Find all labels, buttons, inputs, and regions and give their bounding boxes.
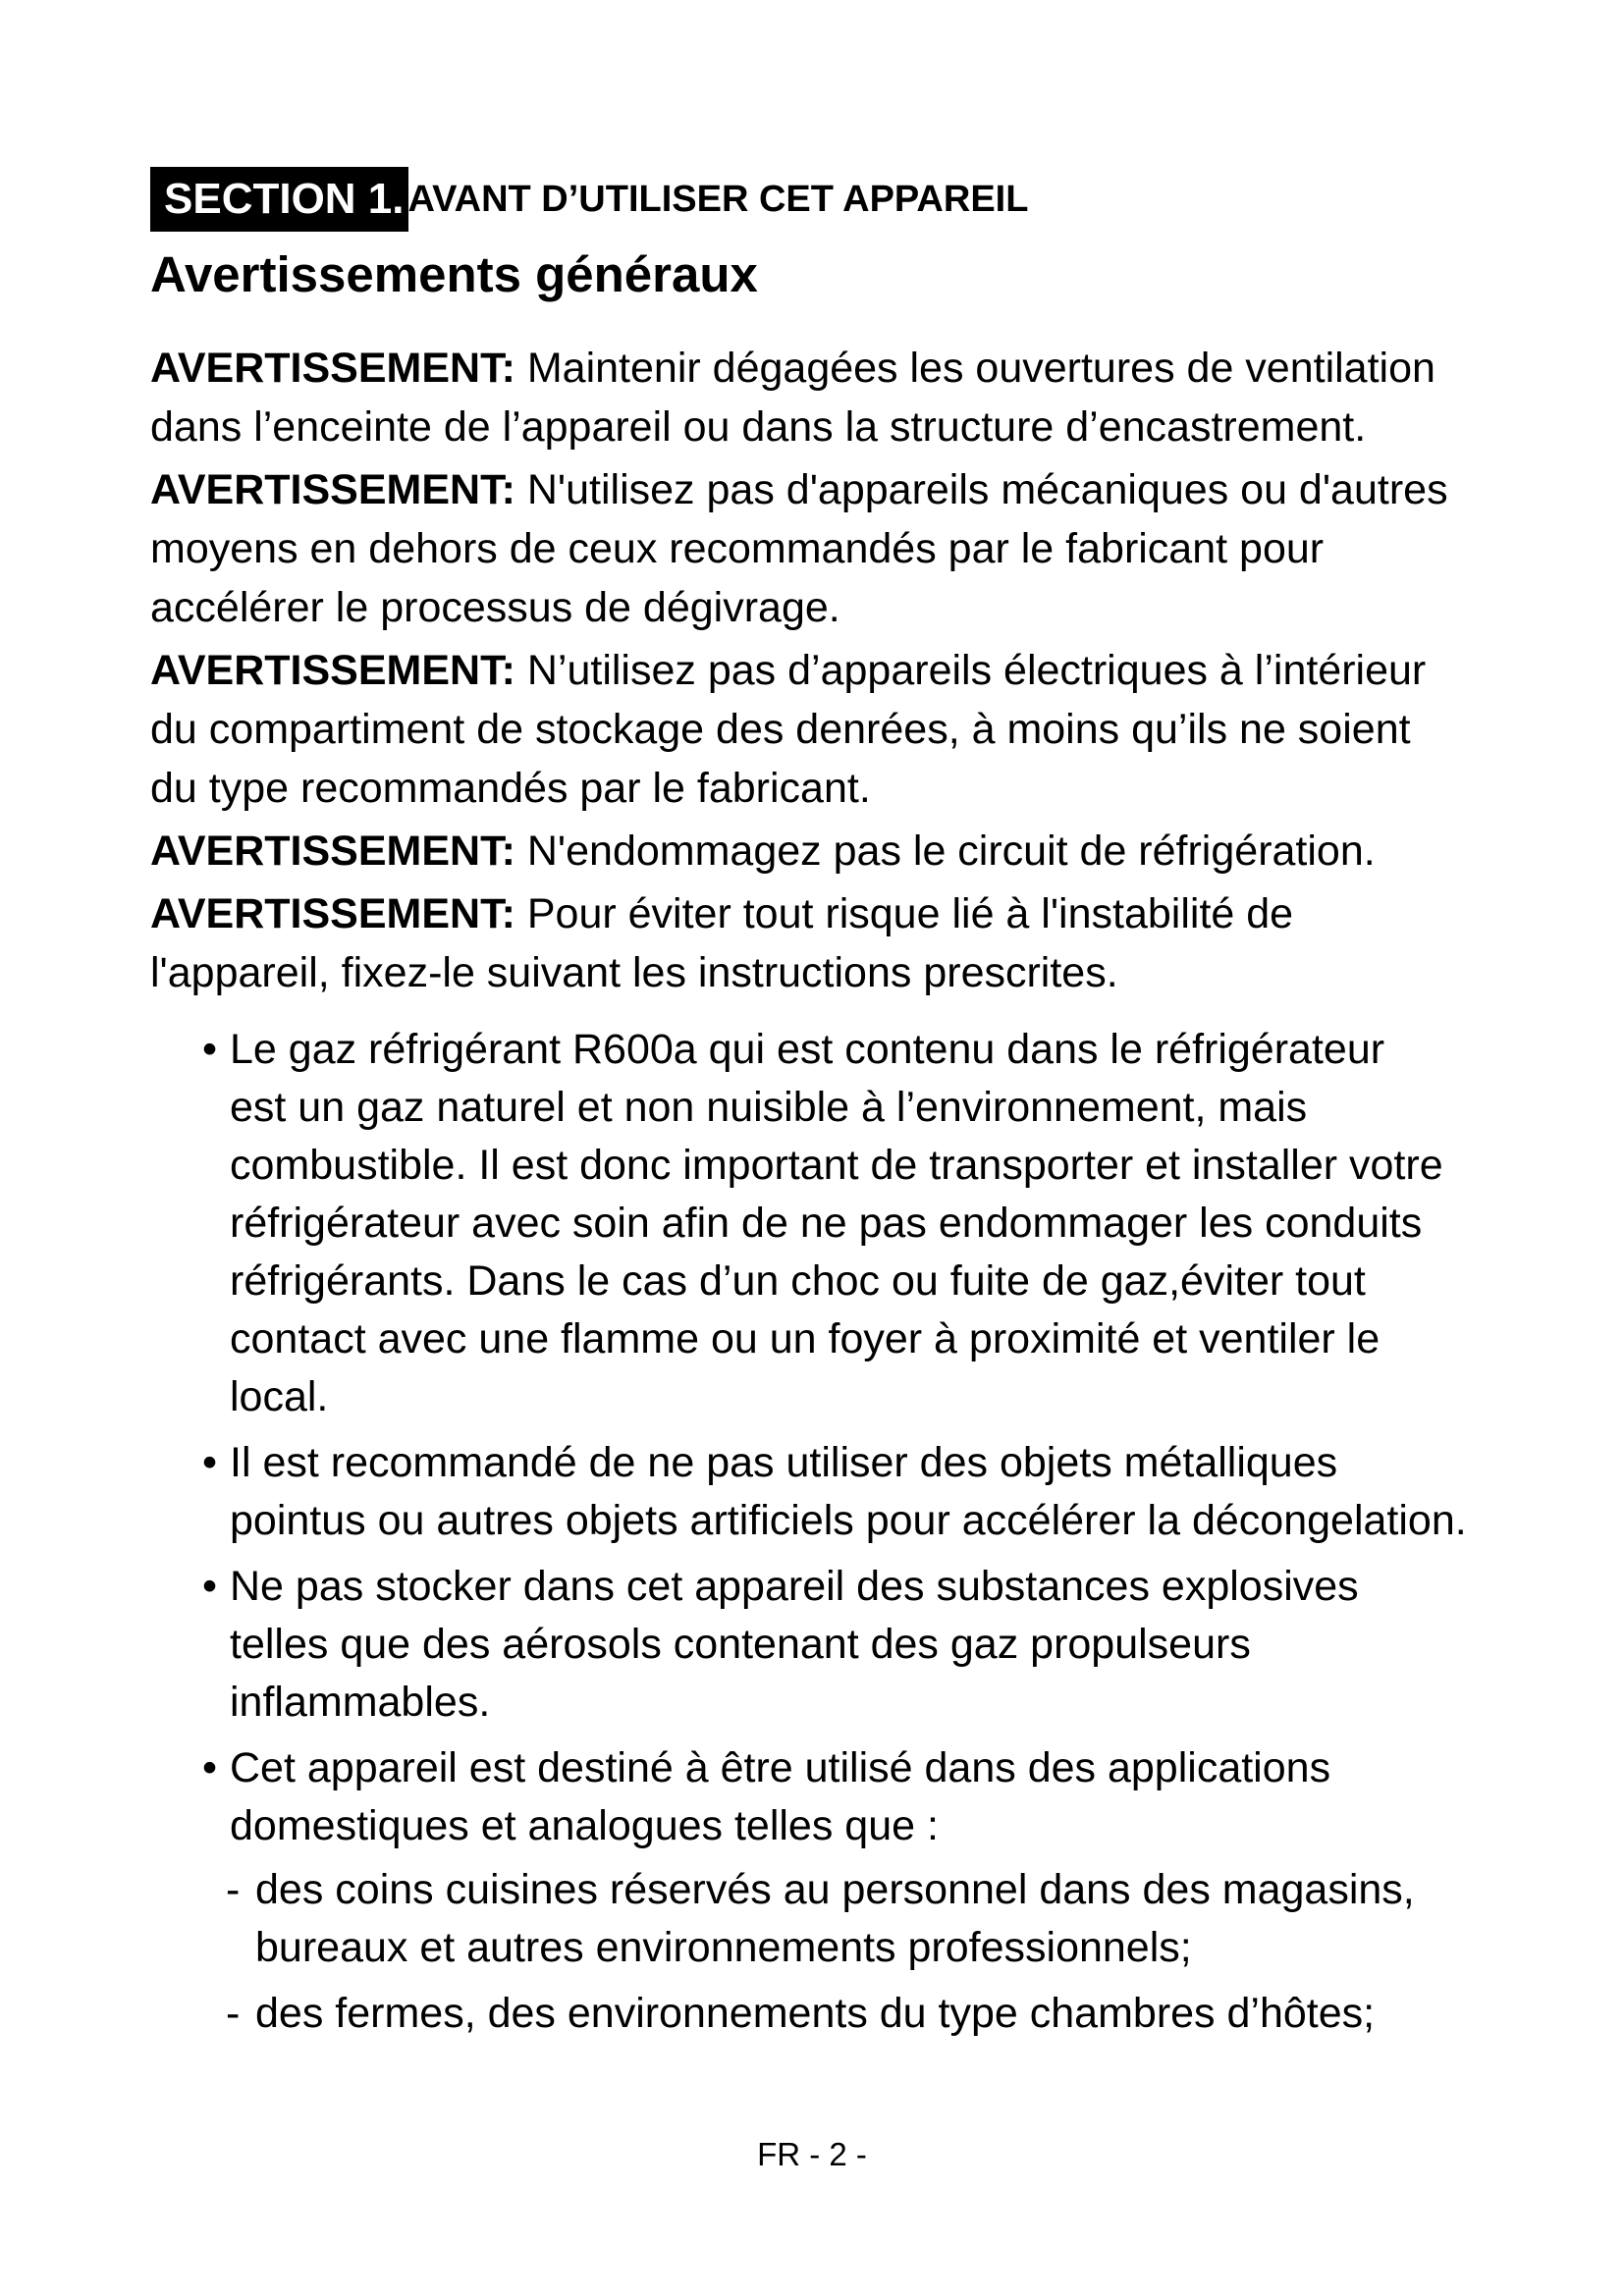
bullet-line: telles que des aérosols contenant des gaz propulseurs xyxy=(230,1621,1251,1668)
page-title: Avertissements généraux xyxy=(150,246,758,302)
warning-label: AVERTISSEMENT: xyxy=(150,466,515,513)
section-title: AVANT D’UTILISER CET APPAREIL xyxy=(407,179,1029,220)
warning-text: N'utilisez pas d'appareils mécaniques ou d'autres xyxy=(526,466,1448,513)
dash-item xyxy=(226,1985,1610,2043)
bullet-line: combustible. Il est donc important de transporter et installer votre xyxy=(230,1142,1443,1189)
warning-item xyxy=(150,641,1603,818)
dash-icon: - xyxy=(226,1866,241,1913)
bullet-line: pointus ou autres objets artificiels pour accélérer la décongelation. xyxy=(230,1497,1467,1544)
warning-text: N’utilisez pas d’appareils électriques à l’intérieur xyxy=(526,647,1427,694)
dash-line: des fermes, des environnements du type chambres d’hôtes; xyxy=(255,1990,1376,2037)
dash-line: bureaux et autres environnements professionnels; xyxy=(255,1924,1192,1971)
bullet-item xyxy=(202,1558,1616,1732)
warning-line: du compartiment de stockage des denrées, à moins qu’ils ne soient xyxy=(150,706,1411,753)
bullet-list xyxy=(202,1021,1616,1863)
warning-line xyxy=(150,884,1603,943)
warnings-list xyxy=(150,339,1603,1006)
bullet-item xyxy=(202,1021,1616,1426)
bullet-icon: • xyxy=(202,1026,218,1073)
warning-line: dans l’enceinte de l’appareil ou dans la structure d’encastrement. xyxy=(150,403,1367,451)
dash-line: des coins cuisines réservés au personnel dans des magasins, xyxy=(255,1866,1415,1913)
warning-line xyxy=(150,339,1603,398)
warning-line xyxy=(150,460,1603,519)
warning-label: AVERTISSEMENT: xyxy=(150,647,515,694)
warning-line: du type recommandés par le fabricant. xyxy=(150,765,871,812)
bullet-item xyxy=(202,1739,1616,1855)
bullet-line: inflammables. xyxy=(230,1679,491,1726)
bullet-line: local. xyxy=(230,1373,329,1420)
warning-line: accélérer le processus de dégivrage. xyxy=(150,584,840,631)
bullet-line: réfrigérants. Dans le cas d’un choc ou fuite de gaz,éviter tout xyxy=(230,1257,1366,1305)
warning-line: moyens en dehors de ceux recommandés par le fabricant pour xyxy=(150,525,1325,572)
bullet-line: domestiques et analogues telles que : xyxy=(230,1802,939,1849)
warning-line: l'appareil, fixez-le suivant les instructions prescrites. xyxy=(150,949,1118,996)
bullet-item xyxy=(202,1434,1616,1550)
dash-list xyxy=(226,1861,1610,2051)
warning-text: Pour éviter tout risque lié à l'instabilité de xyxy=(526,890,1294,937)
page-number: FR - 2 - xyxy=(757,2136,867,2172)
warning-label: AVERTISSEMENT: xyxy=(150,345,515,392)
bullet-line: Le gaz réfrigérant R600a qui est contenu dans le réfrigérateur xyxy=(230,1026,1385,1073)
warning-item xyxy=(150,339,1603,456)
bullet-line: Cet appareil est destiné à être utilisé dans des applications xyxy=(230,1744,1331,1791)
warning-line xyxy=(150,822,1603,881)
bullet-icon: • xyxy=(202,1439,218,1486)
warning-item xyxy=(150,884,1603,1002)
warning-text: Maintenir dégagées les ouvertures de ventilation xyxy=(526,345,1435,392)
warning-label: AVERTISSEMENT: xyxy=(150,890,515,937)
section-header xyxy=(150,167,1028,232)
bullet-line: Ne pas stocker dans cet appareil des substances explosives xyxy=(230,1563,1359,1610)
section-label: SECTION 1. xyxy=(150,167,408,232)
bullet-icon: • xyxy=(202,1563,218,1610)
warning-item xyxy=(150,822,1603,881)
bullet-line: est un gaz naturel et non nuisible à l’environnement, mais xyxy=(230,1084,1308,1131)
dash-item xyxy=(226,1861,1610,1977)
bullet-line: Il est recommandé de ne pas utiliser des objets métalliques xyxy=(230,1439,1338,1486)
warning-line xyxy=(150,641,1603,700)
warning-text: N'endommagez pas le circuit de réfrigération. xyxy=(526,828,1376,875)
warning-item xyxy=(150,460,1603,637)
bullet-line: contact avec une flamme ou un foyer à proximité et ventiler le xyxy=(230,1315,1380,1362)
bullet-line: réfrigérateur avec soin afin de ne pas endommager les conduits xyxy=(230,1200,1423,1247)
warning-label: AVERTISSEMENT: xyxy=(150,828,515,875)
bullet-icon: • xyxy=(202,1744,218,1791)
dash-icon: - xyxy=(226,1990,241,2037)
